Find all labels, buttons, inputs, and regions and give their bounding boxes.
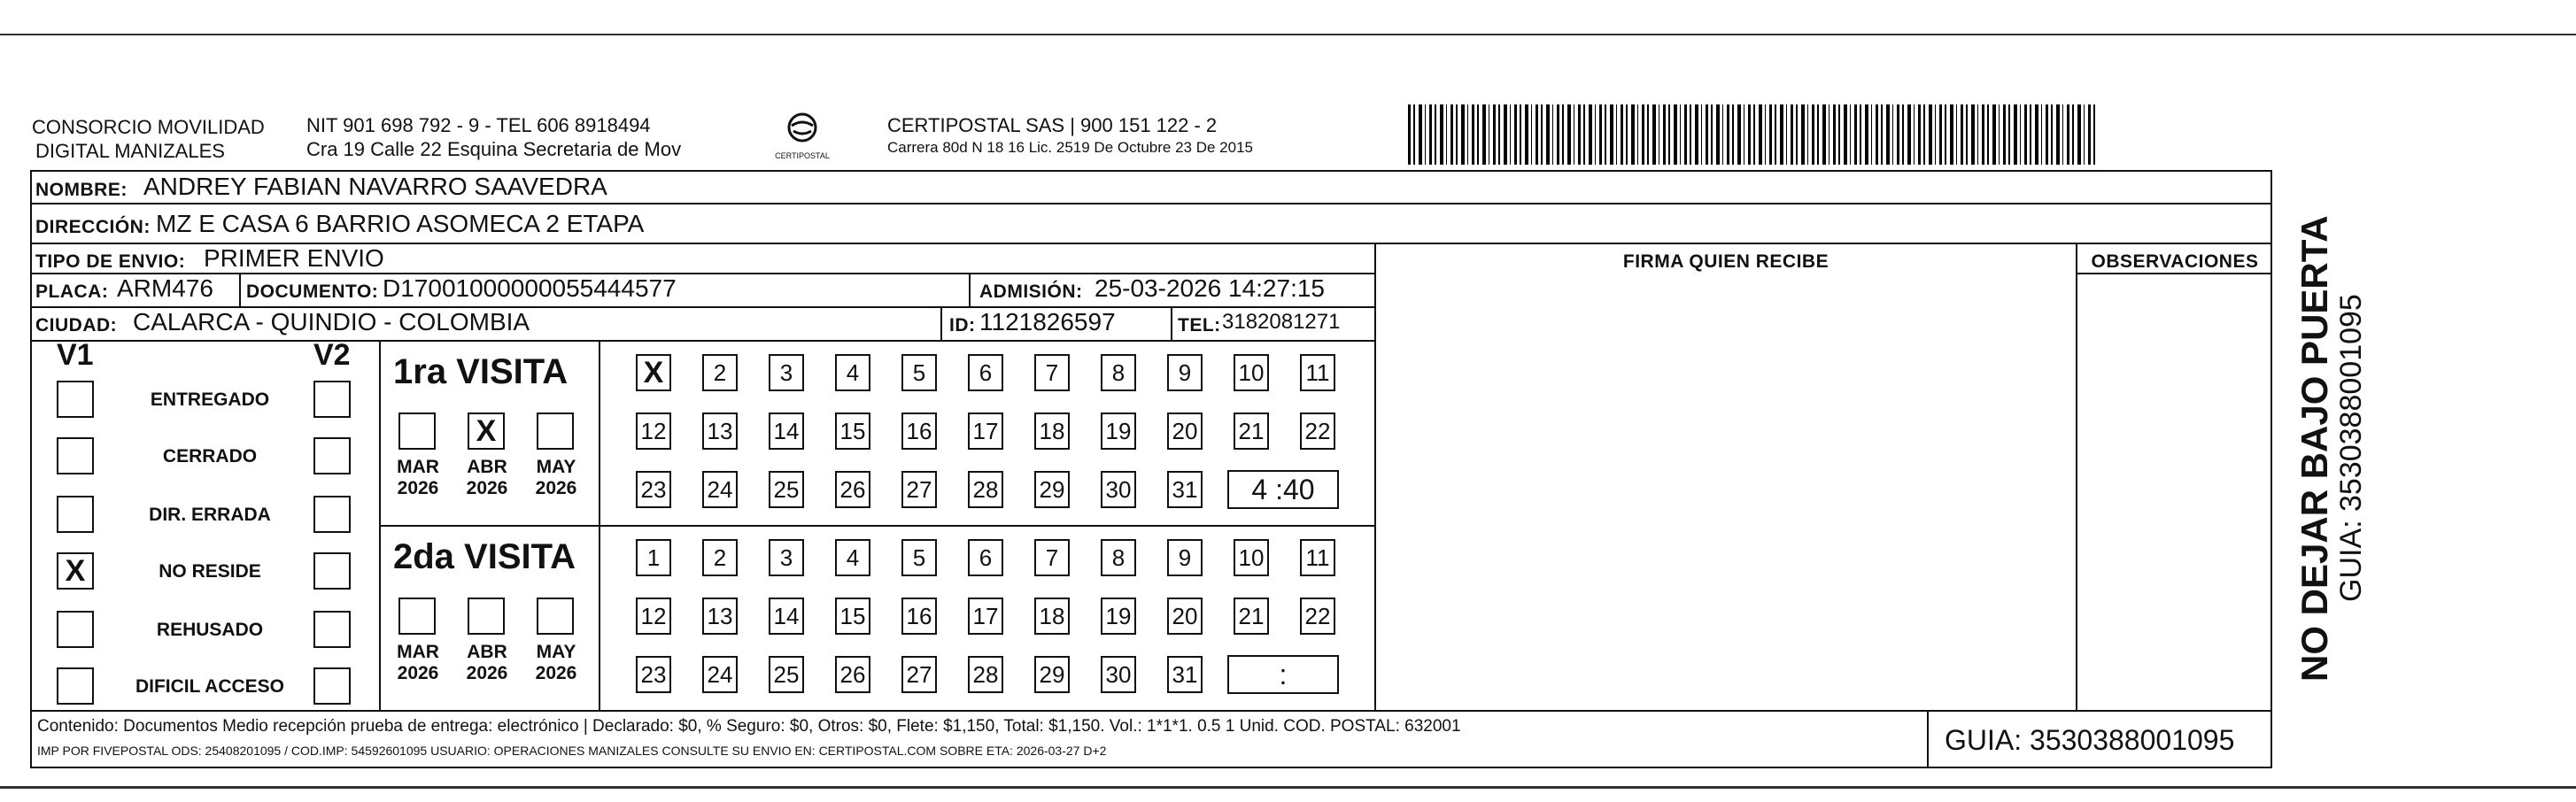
day-box[interactable]: 2 xyxy=(702,354,738,391)
month-label xyxy=(459,642,515,684)
v1-header: V1 xyxy=(57,338,94,372)
month-label xyxy=(528,642,584,684)
carrier-line-2: Carrera 80d N 18 16 Lic. 2519 De Octubre 23 De 2015 xyxy=(887,139,1253,156)
status-option-label: CERRADO xyxy=(162,446,258,467)
day-box[interactable]: 19 xyxy=(1101,413,1136,450)
day-box[interactable]: 3 xyxy=(769,539,804,576)
day-box[interactable]: 29 xyxy=(1034,471,1070,508)
day-box[interactable]: 25 xyxy=(769,656,804,693)
day-box[interactable]: 10 xyxy=(1234,354,1269,391)
scan-top-edge xyxy=(0,34,2576,35)
day-box[interactable]: 18 xyxy=(1034,598,1070,635)
day-box[interactable]: 28 xyxy=(968,471,1003,508)
status-option-label: DIFICIL ACCESO xyxy=(135,676,284,697)
barcode xyxy=(1408,104,2099,165)
nombre-value: ANDREY FABIAN NAVARRO SAAVEDRA xyxy=(143,173,607,200)
v2-checkbox[interactable] xyxy=(313,496,351,533)
day-box[interactable]: 20 xyxy=(1167,598,1203,635)
org-nit xyxy=(306,113,681,161)
day-box[interactable]: 22 xyxy=(1300,413,1335,450)
day-box[interactable]: 5 xyxy=(901,539,937,576)
day-box[interactable]: 21 xyxy=(1234,598,1269,635)
admision-label: ADMISIÓN: xyxy=(979,281,1083,302)
v2-checkbox[interactable] xyxy=(313,611,351,648)
day-box[interactable]: 30 xyxy=(1101,656,1136,693)
firma-header: FIRMA QUIEN RECIBE xyxy=(1622,251,1830,272)
v2-checkbox[interactable] xyxy=(313,552,351,590)
month-name: MAR xyxy=(397,642,439,662)
day-box[interactable]: 11 xyxy=(1300,354,1335,391)
month-year: 2026 xyxy=(397,478,439,498)
id-label: ID: xyxy=(949,315,976,335)
footer-contenido: Contenido: Documentos Medio recepción prueba de entrega: electrónico | Declarado: $0, % Seguro: $0, Otros: $0, Flete: $1,150, Total: $1,150. Vol.: 1*1*1. 0.5 1 Unid. COD. POSTAL: 632001 xyxy=(37,717,1461,736)
day-box[interactable]: 27 xyxy=(901,471,937,508)
day-box[interactable]: 31 xyxy=(1167,471,1203,508)
footer-imp: IMP POR FIVEPOSTAL ODS: 25408201095 / COD.IMP: 54592601095 USUARIO: OPERACIONES MANIZALES CONSULTE SU ENVIO EN: CERTIPOSTAL.COM SOBRE ETA: 2026-03-27 D+2 xyxy=(37,744,1107,758)
month-name: ABR xyxy=(467,457,507,477)
row-divider xyxy=(30,340,1376,342)
v2-header: V2 xyxy=(313,338,351,372)
v1-checkbox[interactable]: X xyxy=(57,552,94,590)
v2-checkbox[interactable] xyxy=(313,667,351,705)
day-box[interactable]: 17 xyxy=(968,598,1003,635)
day-box[interactable]: 26 xyxy=(835,656,870,693)
placa-value: ARM476 xyxy=(117,274,213,302)
ciudad-label: CIUDAD: xyxy=(35,315,118,335)
day-box[interactable]: 8 xyxy=(1101,354,1136,391)
v2-checkbox[interactable] xyxy=(313,381,351,418)
month-checkbox[interactable] xyxy=(398,413,436,450)
documento-value: D17001000000055444577 xyxy=(383,274,677,302)
certipostal-logo-icon xyxy=(783,112,822,147)
v1-checkbox[interactable] xyxy=(57,667,94,705)
status-option-label: DIR. ERRADA xyxy=(149,505,271,525)
org-name xyxy=(32,115,265,163)
month-label xyxy=(390,457,446,499)
logo-text: CERTIPOSTAL xyxy=(775,151,830,160)
nit-line-2: Cra 19 Calle 22 Esquina Secretaria de Mov xyxy=(306,138,682,160)
day-box[interactable]: 24 xyxy=(702,471,738,508)
col-divider xyxy=(239,273,241,306)
day-box[interactable]: 28 xyxy=(968,656,1003,693)
day-box[interactable]: 7 xyxy=(1034,539,1070,576)
day-box[interactable]: 2 xyxy=(702,539,738,576)
tipo-envio-value: PRIMER ENVIO xyxy=(204,244,384,272)
day-box[interactable]: 15 xyxy=(835,413,870,450)
day-box[interactable]: 21 xyxy=(1234,413,1269,450)
v1-checkbox[interactable] xyxy=(57,437,94,474)
tel-value: 3182081271 xyxy=(1222,310,1341,334)
month-checkbox[interactable] xyxy=(468,598,505,635)
tel-label: TEL: xyxy=(1178,315,1221,335)
ciudad-value: CALARCA - QUINDIO - COLOMBIA xyxy=(133,308,530,335)
carrier-line-1: CERTIPOSTAL SAS | 900 151 122 - 2 xyxy=(887,114,1218,136)
nombre-label: NOMBRE: xyxy=(35,180,128,200)
day-box[interactable]: 6 xyxy=(968,539,1003,576)
day-box[interactable]: 14 xyxy=(769,413,804,450)
day-box[interactable]: 17 xyxy=(968,413,1003,450)
day-box[interactable]: 4 xyxy=(835,354,870,391)
side-guia: GUIA: 3530388001095 xyxy=(2334,294,2368,602)
placa-label: PLACA: xyxy=(35,281,109,302)
day-box[interactable]: 4 xyxy=(835,539,870,576)
visit-title: 1ra VISITA xyxy=(393,352,569,391)
day-box[interactable]: 12 xyxy=(636,413,671,450)
month-year: 2026 xyxy=(466,663,508,683)
day-box[interactable]: 14 xyxy=(769,598,804,635)
status-option-label: NO RESIDE xyxy=(159,561,261,582)
col-divider xyxy=(1927,710,1929,768)
col-divider xyxy=(940,306,942,340)
visit-title: 2da VISITA xyxy=(393,537,576,576)
day-box[interactable]: 25 xyxy=(769,471,804,508)
footer-guia: GUIA: 3530388001095 xyxy=(1945,724,2235,756)
time-box[interactable]: 4 :40 xyxy=(1227,470,1339,509)
v1-checkbox[interactable] xyxy=(57,611,94,648)
month-name: MAY xyxy=(536,642,576,662)
day-box[interactable]: 15 xyxy=(835,598,870,635)
day-box[interactable]: 26 xyxy=(835,471,870,508)
v2-checkbox[interactable] xyxy=(313,437,351,474)
month-checkbox[interactable] xyxy=(537,598,574,635)
month-name: MAR xyxy=(397,457,439,477)
v1-checkbox[interactable] xyxy=(57,381,94,418)
day-box[interactable]: 24 xyxy=(702,656,738,693)
status-option-label: ENTREGADO xyxy=(150,389,270,410)
month-year: 2026 xyxy=(535,478,577,498)
month-name: ABR xyxy=(467,642,507,662)
day-box[interactable]: 10 xyxy=(1234,539,1269,576)
day-box[interactable]: 16 xyxy=(901,413,937,450)
day-box[interactable]: 30 xyxy=(1101,471,1136,508)
month-label xyxy=(459,457,515,499)
certipostal-logo xyxy=(767,112,838,165)
v1-checkbox[interactable] xyxy=(57,496,94,533)
day-box[interactable]: 5 xyxy=(901,354,937,391)
month-checkbox[interactable] xyxy=(398,598,436,635)
col-divider xyxy=(969,273,971,306)
month-year: 2026 xyxy=(466,478,508,498)
direccion-label: DIRECCIÓN: xyxy=(35,217,151,237)
day-box[interactable]: 27 xyxy=(901,656,937,693)
observaciones-header: OBSERVACIONES xyxy=(2091,251,2259,272)
day-box[interactable]: 16 xyxy=(901,598,937,635)
day-box[interactable]: 13 xyxy=(702,598,738,635)
day-box[interactable]: 7 xyxy=(1034,354,1070,391)
day-box[interactable]: 3 xyxy=(769,354,804,391)
month-label xyxy=(390,642,446,684)
visit-divider xyxy=(379,525,1376,527)
col-divider xyxy=(1374,243,1376,712)
day-box[interactable]: 8 xyxy=(1101,539,1136,576)
scan-bottom-edge xyxy=(0,786,2576,789)
day-box[interactable]: 22 xyxy=(1300,598,1335,635)
month-year: 2026 xyxy=(535,663,577,683)
day-box[interactable]: 18 xyxy=(1034,413,1070,450)
org-line-2: DIGITAL MANIZALES xyxy=(35,140,225,162)
month-year: 2026 xyxy=(397,663,439,683)
side-warning: NO DEJAR BAJO PUERTA xyxy=(2294,215,2335,682)
row-divider xyxy=(2076,273,2272,274)
id-value: 1121826597 xyxy=(979,308,1116,335)
row-divider xyxy=(30,710,2272,712)
col-divider xyxy=(1171,306,1172,340)
day-box[interactable]: 11 xyxy=(1300,539,1335,576)
admision-value: 25-03-2026 14:27:15 xyxy=(1095,274,1325,302)
day-box[interactable]: 12 xyxy=(636,598,671,635)
day-box[interactable]: 1 xyxy=(636,539,671,576)
nit-line-1: NIT 901 698 792 - 9 - TEL 606 8918494 xyxy=(306,114,651,136)
carrier-info xyxy=(887,113,1253,158)
row-divider xyxy=(30,203,2272,204)
documento-label: DOCUMENTO: xyxy=(246,281,379,302)
day-box[interactable]: 20 xyxy=(1167,413,1203,450)
day-box[interactable]: 13 xyxy=(702,413,738,450)
day-box[interactable]: X xyxy=(636,354,671,391)
status-option-label: REHUSADO xyxy=(156,620,264,640)
time-box[interactable]: : xyxy=(1227,655,1339,694)
day-box[interactable]: 19 xyxy=(1101,598,1136,635)
day-box[interactable]: 29 xyxy=(1034,656,1070,693)
org-line-1: CONSORCIO MOVILIDAD xyxy=(32,116,265,138)
tipo-envio-label: TIPO DE ENVIO: xyxy=(35,251,186,272)
month-checkbox[interactable] xyxy=(537,413,574,450)
day-box[interactable]: 23 xyxy=(636,656,671,693)
day-box[interactable]: 9 xyxy=(1167,354,1203,391)
day-box[interactable]: 9 xyxy=(1167,539,1203,576)
col-divider xyxy=(2076,243,2077,712)
month-label xyxy=(528,457,584,499)
day-box[interactable]: 6 xyxy=(968,354,1003,391)
direccion-value: MZ E CASA 6 BARRIO ASOMECA 2 ETAPA xyxy=(156,210,645,237)
month-checkbox[interactable]: X xyxy=(468,413,505,450)
day-box[interactable]: 31 xyxy=(1167,656,1203,693)
day-box[interactable]: 23 xyxy=(636,471,671,508)
month-name: MAY xyxy=(536,457,576,477)
